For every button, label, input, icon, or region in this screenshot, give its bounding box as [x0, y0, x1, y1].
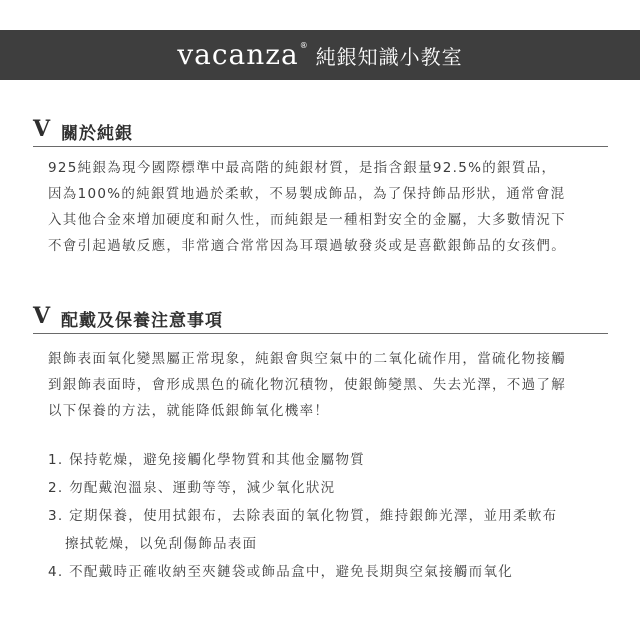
section-heading: [33, 303, 608, 334]
paragraph-line: 入其他合金來增加硬度和耐久性，而純銀是一種相對安全的金屬，大多數情況下: [48, 212, 566, 228]
section-paragraph: [33, 155, 608, 259]
list-item-continuation: 擦拭乾燥，以免刮傷飾品表面: [65, 536, 258, 552]
section-care-notes: [33, 303, 608, 586]
v-bullet-icon: V: [33, 303, 51, 329]
paragraph-line: 925純銀為現今國際標準中最高階的純銀材質，是指含銀量92.5%的銀質品，: [48, 160, 557, 176]
list-item-text: 4. 不配戴時正確收納至夾鏈袋或飾品盒中，避免長期與空氣接觸而氧化: [48, 564, 514, 580]
paragraph-line: 因為100%的純銀質地過於柔軟，不易製成飾品，為了保持飾品形狀，通常會混: [48, 186, 566, 202]
paragraph-line: 以下保養的方法，就能降低銀飾氧化機率！: [48, 403, 330, 419]
paragraph-line: 不會引起過敏反應，非常適合常常因為耳環過敏發炎或是喜歡銀飾品的女孩們。: [48, 238, 566, 254]
paragraph-line: 銀飾表面氧化變黑屬正常現象，純銀會與空氣中的二氧化硫作用，當硫化物接觸: [48, 351, 566, 367]
header-bar: [0, 30, 640, 80]
v-bullet-icon: V: [33, 116, 51, 142]
list-item-text: 3. 定期保養，使用拭銀布，去除表面的氧化物質，維持銀飾光澤，並用柔軟布: [48, 508, 558, 524]
section-title: 關於純銀: [61, 123, 133, 144]
section-title: 配戴及保養注意事項: [61, 310, 223, 331]
registered-mark: ®: [299, 40, 308, 50]
list-item: [48, 474, 608, 502]
section-paragraph: [33, 346, 608, 424]
list-item: [48, 446, 608, 474]
list-item: [48, 502, 608, 558]
brand-logo: vacanza: [177, 38, 299, 71]
section-heading: [33, 116, 608, 147]
list-item-text: 2. 勿配戴泡溫泉、運動等等，減少氧化狀況: [48, 480, 336, 496]
care-list: [33, 446, 608, 586]
page-title: 純銀知識小教室: [315, 44, 463, 69]
list-item-text: 1. 保持乾燥，避免接觸化學物質和其他金屬物質: [48, 452, 366, 468]
list-item: [48, 558, 608, 586]
paragraph-line: 到銀飾表面時，會形成黑色的硫化物沉積物，使銀飾變黑、失去光澤，不過了解: [48, 377, 566, 393]
brand: [177, 38, 463, 71]
section-about-silver: [33, 116, 608, 259]
